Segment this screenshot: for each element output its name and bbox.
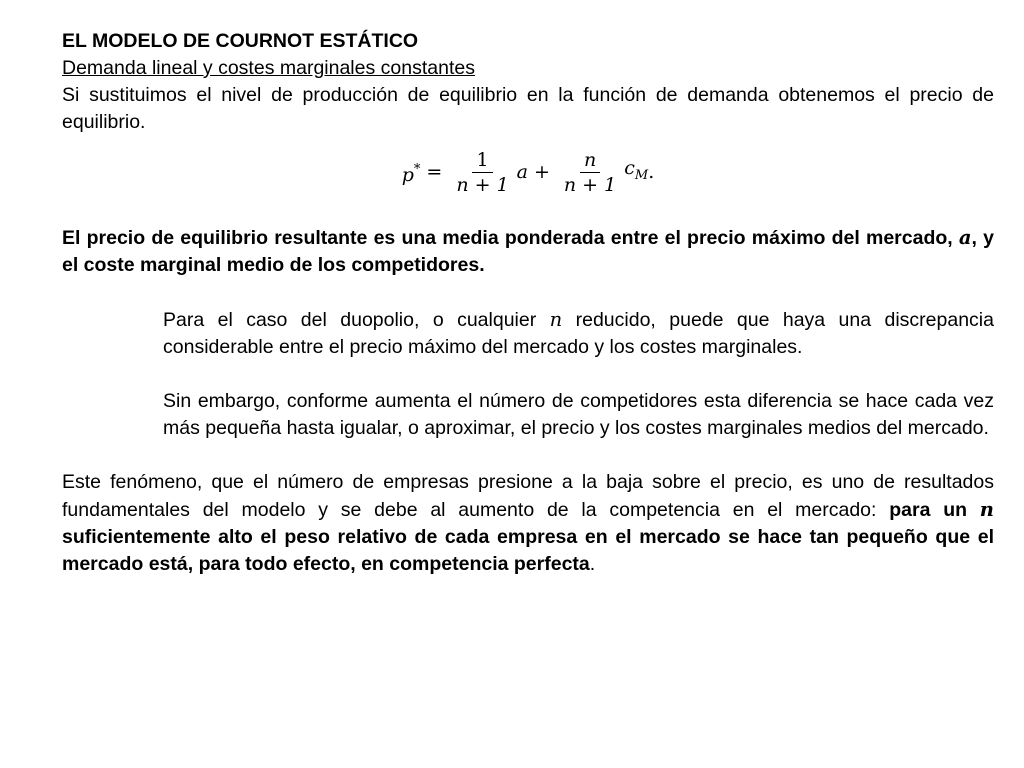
duopoly-paragraph	[163, 306, 994, 361]
formula-c	[624, 155, 648, 189]
spacer	[62, 442, 994, 469]
slide-title: EL MODELO DE COURNOT ESTÁTICO	[62, 30, 419, 52]
formula-a: a	[516, 160, 528, 183]
bold-para-var-a: a	[958, 226, 972, 249]
formula-fraction-2	[560, 148, 620, 197]
final-para-text-1: Este fenómeno, que el número de empresas presione a la baja sobre el precio, es uno de resultados fundamentales del modelo y se debe al aumento de la competencia en el mercado:	[62, 471, 994, 521]
slide-content	[62, 28, 994, 578]
fraction-1-denominator: n + 1	[456, 173, 509, 196]
final-para-bold-1: para un	[889, 499, 980, 521]
formula-c-subscript: M	[634, 168, 649, 183]
formula-plus: +	[533, 160, 550, 183]
final-para-bold-2: suficientemente alto el peso relativo de cada empresa en el mercado se hace tan pequeño que el mercado está, para todo efecto, en competencia perfecta	[62, 526, 994, 575]
bold-para-text-2: , y el coste marginal medio de los competidores.	[62, 227, 994, 276]
fraction-2-denominator: n + 1	[563, 173, 617, 196]
conclusion-paragraph	[62, 469, 994, 578]
fraction-2-numerator: n	[580, 148, 600, 173]
spacer	[62, 279, 994, 306]
final-para-var-n: n	[979, 498, 994, 521]
bold-para-text-1: El precio de equilibrio resultante es una media ponderada entre el precio máximo del mercado,	[62, 227, 959, 249]
indent-para1-text-1: Para el caso del duopolio, o cualquier	[163, 309, 550, 331]
spacer	[62, 361, 994, 388]
indent-para1-text-2: reducido, puede que haya una discrepancia considerable entre el precio máximo del mercado y los costes marginales.	[163, 309, 994, 358]
intro-paragraph: Si sustituimos el nivel de producción de equilibrio en la función de demanda obtenemos el precio de equilibrio.	[62, 84, 994, 133]
formula-p: p	[401, 163, 414, 186]
formula-equals: =	[426, 160, 443, 183]
formula-c-letter: c	[624, 157, 635, 179]
formula-lhs	[402, 156, 421, 189]
formula-star: *	[413, 161, 421, 177]
weighted-average-paragraph	[62, 224, 994, 279]
indent-para1-var-n: n	[549, 308, 563, 331]
spacer	[62, 202, 994, 224]
fraction-1-numerator: 1	[472, 148, 492, 173]
final-para-period: .	[589, 553, 596, 575]
slide-subtitle: Demanda lineal y costes marginales constantes	[62, 57, 475, 79]
equilibrium-price-formula	[62, 142, 994, 202]
competitors-paragraph: Sin embargo, conforme aumenta el número de competidores esta diferencia se hace cada vez más pequeña hasta igualar, o aproximar, el precio y los costes marginales medios del mercado.	[163, 390, 994, 439]
formula-period: .	[648, 160, 655, 183]
formula-fraction-1	[452, 148, 512, 197]
